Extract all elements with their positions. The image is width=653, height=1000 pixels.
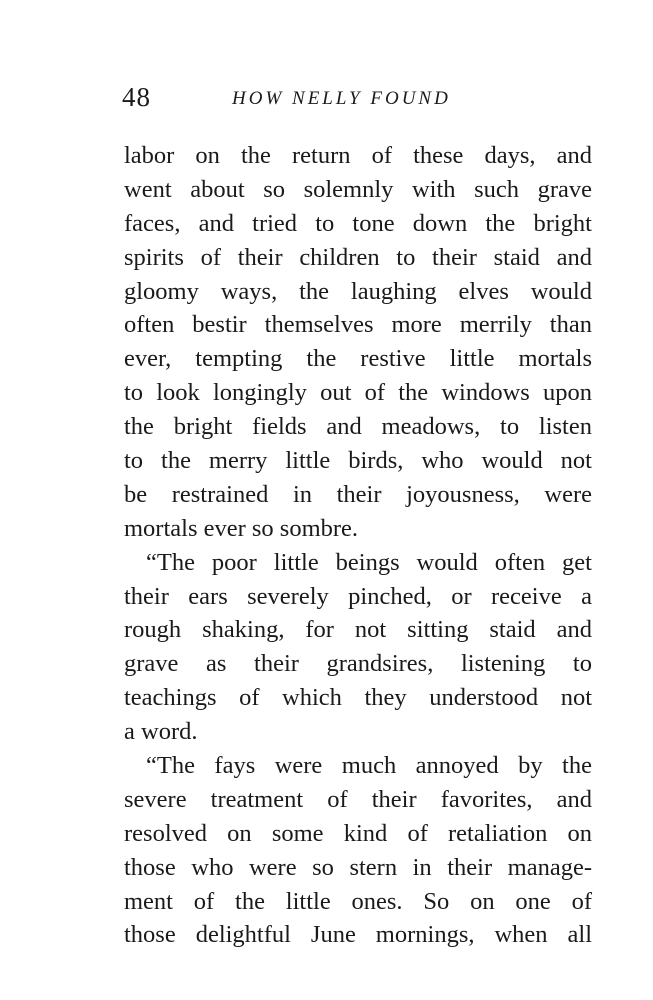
text-line: faces, and tried to tone down the bright (124, 209, 592, 237)
page-header (122, 82, 596, 118)
text-line: rough shaking, for not sitting staid and (124, 616, 592, 644)
text-line: “The poor little beings would often get (146, 548, 592, 576)
text-line: their ears severely pinched, or receive a (124, 582, 592, 610)
text-line: gloomy ways, the laughing elves would (124, 277, 592, 305)
text-line: be restrained in their joyousness, were (124, 480, 592, 508)
text-line: ever, tempting the restive little mortals (124, 345, 592, 373)
body-text (124, 139, 592, 952)
text-line: spirits of their children to their staid and (124, 243, 592, 271)
text-line: the bright fields and meadows, to listen (124, 413, 592, 441)
text-line: mortals ever so sombre. (124, 514, 359, 542)
page-number: 48 (122, 82, 151, 112)
text-line: to the merry little birds, who would not (124, 447, 592, 475)
text-line: grave as their grandsires, listening to (124, 650, 592, 678)
text-line: those who were so stern in their manage- (124, 853, 592, 881)
text-line: went about so solemnly with such grave (124, 175, 592, 203)
text-line: a word. (124, 718, 198, 746)
text-line: resolved on some kind of retaliation on (124, 819, 592, 847)
text-line: teachings of which they understood not (124, 684, 592, 712)
text-line: to look longingly out of the windows upon (124, 379, 592, 407)
text-line: severe treatment of their favorites, and (124, 785, 592, 813)
text-line: those delightful June mornings, when all (124, 921, 592, 949)
text-line: “The fays were much annoyed by the (146, 752, 592, 780)
text-line: ment of the little ones. So on one of (124, 887, 592, 915)
text-line: labor on the return of these days, and (124, 142, 592, 169)
text-line: often bestir themselves more merrily than (124, 311, 592, 339)
running-head: HOW NELLY FOUND (232, 88, 451, 109)
